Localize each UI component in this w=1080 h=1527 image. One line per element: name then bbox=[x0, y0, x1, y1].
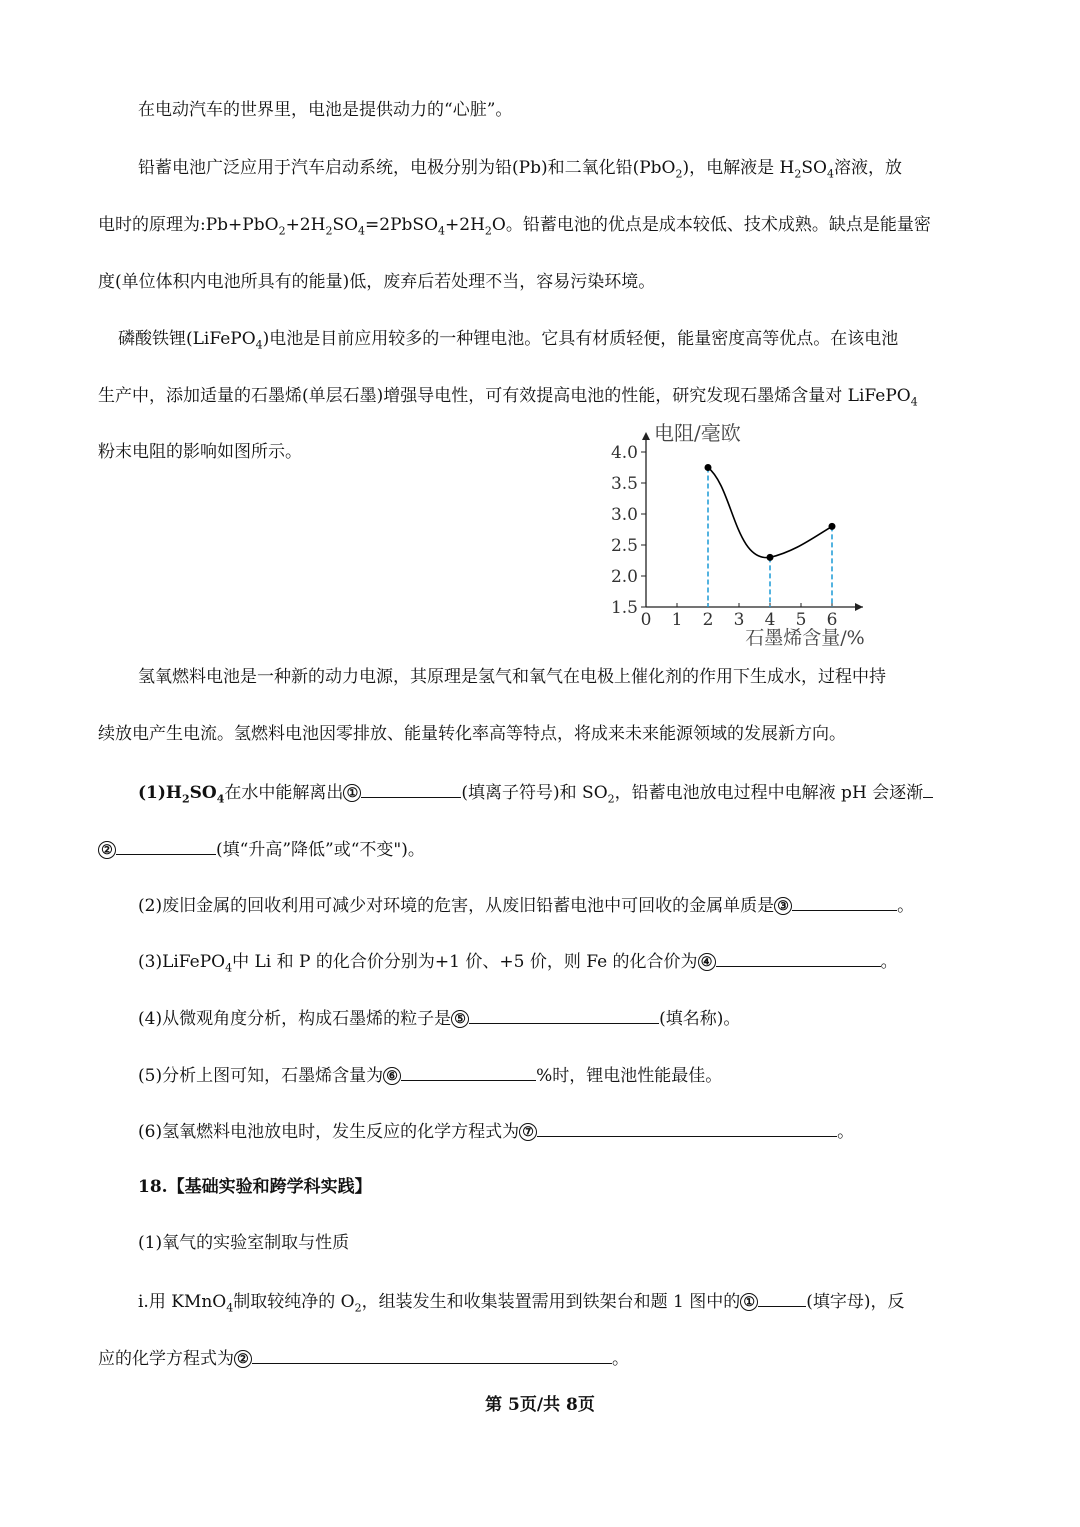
question-6: (6)氢氧燃料电池放电时，发生反应的化学方程式为 ⑦ 。 bbox=[138, 1118, 854, 1144]
blank-marker-7: ⑦ bbox=[519, 1123, 537, 1141]
x-tick-label: 2 bbox=[702, 610, 714, 630]
blank-marker-18-1: ① bbox=[740, 1293, 758, 1311]
y-tick-label: 3.5 bbox=[610, 474, 638, 494]
answer-blank-4[interactable] bbox=[716, 948, 881, 967]
y-tick-label: 2.5 bbox=[610, 536, 638, 556]
paragraph-lifepo4-3: 粉末电阻的影响如图所示。 bbox=[98, 442, 302, 462]
x-tick-label: 5 bbox=[795, 610, 807, 630]
page-footer: 第 5页/共 8页 bbox=[485, 1395, 595, 1415]
answer-blank-18-1[interactable] bbox=[758, 1288, 806, 1307]
paragraph-lead-acid-3: 度(单位体积内电池所具有的能量)低，废弃后若处理不当，容易污染环境。 bbox=[98, 272, 656, 292]
y-tick-label: 2.0 bbox=[610, 567, 638, 587]
paragraph-fuel-cell-2: 续放电产生电流。氢燃料电池因零排放、能量转化率高等特点，将成来未来能源领域的发展新方向。 bbox=[98, 724, 846, 744]
question-18-i-line-2: 应的化学方程式为 ② 。 bbox=[98, 1345, 629, 1371]
y-axis-arrow bbox=[642, 432, 650, 440]
resistance-chart bbox=[600, 412, 890, 652]
answer-blank-2-start[interactable] bbox=[923, 779, 933, 798]
y-tick-label: 1.5 bbox=[610, 598, 638, 618]
paragraph-lifepo4-2: 生产中，添加适量的石墨烯(单层石墨)增强导电性，可有效提高电池的性能，研究发现石墨烯含量对 LiFePO$_4$ bbox=[98, 386, 918, 409]
blank-marker-2: ② bbox=[98, 841, 116, 859]
data-point bbox=[767, 554, 774, 561]
answer-blank-1[interactable] bbox=[361, 779, 461, 798]
blank-marker-18-2: ② bbox=[234, 1350, 252, 1368]
x-axis-label: 石墨烯含量/% bbox=[745, 627, 865, 649]
data-point bbox=[829, 523, 836, 530]
paragraph-lifepo4-1: 磷酸铁锂(LiFePO$_4$)电池是目前应用较多的一种锂电池。它具有材质轻便，能量密度高等优点。在该电池 bbox=[118, 329, 899, 352]
paragraph-lead-acid-1: 铅蓄电池广泛应用于汽车启动系统，电极分别为铅(Pb)和二氧化铅(PbO$_2$)，电解液是 $H_2SO_4$溶液，放 bbox=[138, 158, 902, 181]
question-18-part-1: (1)氧气的实验室制取与性质 bbox=[138, 1233, 350, 1253]
paragraph-lead-acid-2: 电时的原理为$:Pb+PbO_2+2H_2SO_4=2PbSO_4+2H_2O$。铅蓄电池的优点是成本较低、技术成熟。缺点是能量密 bbox=[98, 215, 931, 238]
blank-marker-1: ① bbox=[343, 784, 361, 802]
x-tick-label: 0 bbox=[640, 610, 652, 630]
answer-blank-5[interactable] bbox=[469, 1005, 659, 1024]
x-tick-label: 6 bbox=[826, 610, 838, 630]
question-5: (5)分析上图可知，石墨烯含量为 ⑥ %时，锂电池性能最佳。 bbox=[138, 1062, 722, 1088]
blank-marker-5: ⑤ bbox=[451, 1010, 469, 1028]
question-4: (4)从微观角度分析，构成石墨烯的粒子是 ⑤ (填名称)。 bbox=[138, 1005, 740, 1031]
paragraph-fuel-cell-1: 氢氧燃料电池是一种新的动力电源，其原理是氢气和氧气在电极上催化剂的作用下生成水，过程中持 bbox=[138, 667, 886, 687]
question-18-i-line-1: i.用 KMnO$_4$制取较纯净的 $O_2$，组装发生和收集装置需用到铁架台和题 1 图中的 ① (填字母)，反 bbox=[138, 1288, 904, 1320]
question-3: (3)LiFePO$_4$中 Li 和 P 的化合价分别为+1 价、+5 价，则 Fe 的化合价为 ④ 。 bbox=[138, 948, 898, 980]
y-tick-label: 3.0 bbox=[610, 505, 638, 525]
blank-marker-6: ⑥ bbox=[383, 1067, 401, 1085]
blank-marker-3: ③ bbox=[774, 897, 792, 915]
data-point bbox=[705, 464, 712, 471]
answer-blank-3[interactable] bbox=[792, 892, 897, 911]
x-tick-label: 1 bbox=[671, 610, 683, 630]
x-tick-label: 4 bbox=[764, 610, 776, 630]
question-18-heading: 18.【基础实验和跨学科实践】 bbox=[138, 1177, 372, 1197]
y-axis-label: 电阻/毫欧 bbox=[654, 421, 741, 445]
answer-blank-2[interactable] bbox=[116, 836, 216, 855]
x-axis-arrow bbox=[855, 603, 863, 611]
question-1-line-1: $(1)H_2SO_4$在水中能解离出 ① (填离子符号)和 $SO_2$，铅蓄电池放电过程中电解液 pH 会逐渐 bbox=[138, 779, 933, 811]
answer-blank-18-2[interactable] bbox=[252, 1345, 612, 1364]
question-1-line-2: ② (填“升高”降低”或“不变")。 bbox=[98, 836, 425, 862]
answer-blank-6[interactable] bbox=[401, 1062, 536, 1081]
paragraph-intro: 在电动汽车的世界里，电池是提供动力的“心脏”。 bbox=[138, 100, 513, 120]
y-tick-label: 4.0 bbox=[610, 443, 638, 463]
answer-blank-7[interactable] bbox=[537, 1118, 837, 1137]
question-2: (2)废旧金属的回收利用可减少对环境的危害，从废旧铅蓄电池中可回收的金属单质是 ③ 。 bbox=[138, 892, 914, 918]
data-series-line bbox=[708, 468, 832, 558]
blank-marker-4: ④ bbox=[698, 953, 716, 971]
x-tick-label: 3 bbox=[733, 610, 745, 630]
